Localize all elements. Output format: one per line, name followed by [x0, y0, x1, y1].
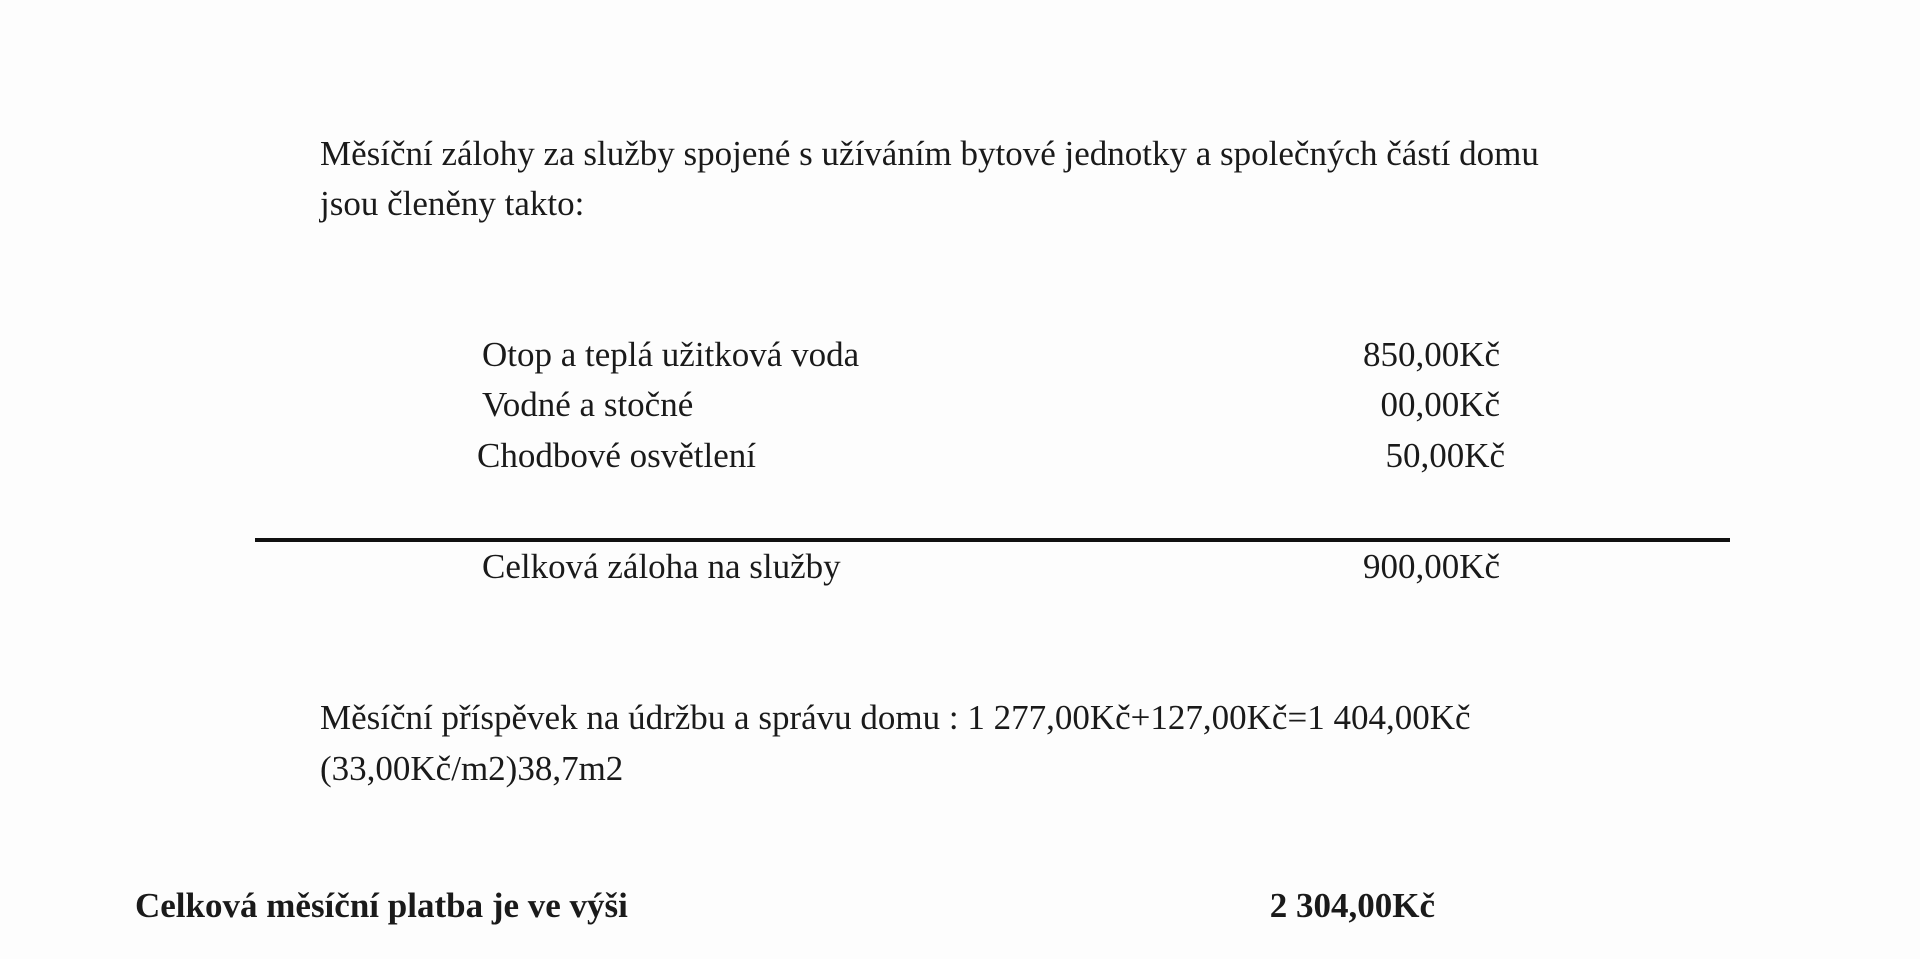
intro-line-1: Měsíční zálohy za služby spojené s užíváním bytové jednotky a společných částí domu	[320, 134, 1539, 173]
total-services-label: Celková záloha na služby	[482, 547, 841, 586]
service-amount: 00,00Kč	[1380, 385, 1500, 424]
service-label: Otop a teplá užitková voda	[482, 335, 860, 374]
intro-line-2: jsou členěny takto:	[320, 184, 585, 223]
service-label: Chodbové osvětlení	[477, 436, 756, 475]
service-amount: 50,00Kč	[1385, 436, 1505, 475]
maintenance-line-1: Měsíční příspěvek na údržbu a správu domu : 1 277,00Kč+127,00Kč=1 404,00Kč	[320, 698, 1471, 737]
grand-total-label: Celková měsíční platba je ve výši	[135, 886, 628, 925]
service-amount: 850,00Kč	[1362, 335, 1500, 374]
total-divider	[255, 538, 1730, 542]
grand-total-amount: 2 304,00Kč	[1269, 886, 1435, 925]
service-label: Vodné a stočné	[482, 385, 694, 424]
total-services-amount: 900,00Kč	[1362, 547, 1500, 586]
maintenance-line-2: (33,00Kč/m2)38,7m2	[320, 749, 624, 788]
